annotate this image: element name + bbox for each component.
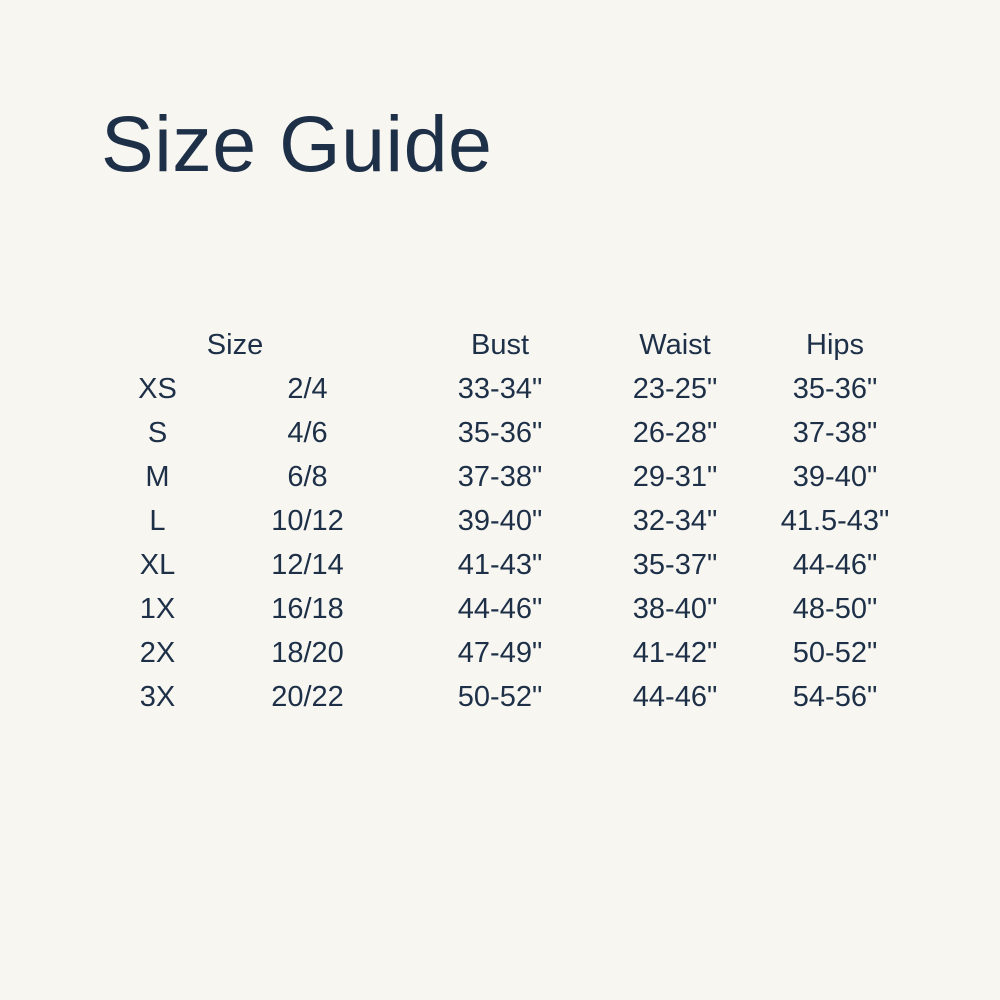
cell-size-label: 1X bbox=[139, 592, 176, 625]
cell-size-label: 2X bbox=[139, 636, 176, 669]
table-row bbox=[85, 587, 935, 631]
cell-bust: 37-38" bbox=[457, 460, 543, 493]
cell-bust: 33-34" bbox=[457, 372, 543, 405]
cell-waist: 23-25" bbox=[632, 372, 718, 405]
cell-size-label: 3X bbox=[139, 680, 176, 713]
cell-hips: 37-38" bbox=[792, 416, 878, 449]
table-row bbox=[85, 543, 935, 587]
table-row bbox=[85, 455, 935, 499]
cell-size-number: 2/4 bbox=[287, 372, 328, 405]
cell-size-label: XL bbox=[139, 548, 176, 581]
cell-hips: 39-40" bbox=[792, 460, 878, 493]
cell-size-label: M bbox=[145, 460, 170, 493]
cell-size-label: XS bbox=[138, 372, 177, 405]
cell-waist: 32-34" bbox=[632, 504, 718, 537]
column-header-waist: Waist bbox=[639, 328, 711, 361]
cell-waist: 38-40" bbox=[632, 592, 718, 625]
cell-waist: 44-46" bbox=[632, 680, 718, 713]
cell-bust: 47-49" bbox=[457, 636, 543, 669]
column-header-bust: Bust bbox=[471, 328, 530, 361]
table-row bbox=[85, 411, 935, 455]
cell-size-number: 18/20 bbox=[271, 636, 344, 669]
cell-bust: 35-36" bbox=[457, 416, 543, 449]
cell-waist: 35-37" bbox=[632, 548, 718, 581]
page-title: Size Guide bbox=[101, 99, 493, 188]
cell-size-number: 10/12 bbox=[271, 504, 344, 537]
table-row bbox=[85, 631, 935, 675]
cell-waist: 41-42" bbox=[632, 636, 718, 669]
cell-size-number: 4/6 bbox=[287, 416, 328, 449]
cell-size-number: 6/8 bbox=[287, 460, 328, 493]
size-guide-table bbox=[85, 323, 935, 719]
table-row bbox=[85, 675, 935, 719]
cell-hips: 54-56" bbox=[792, 680, 878, 713]
cell-size-number: 16/18 bbox=[271, 592, 344, 625]
cell-size-number: 20/22 bbox=[271, 680, 344, 713]
cell-hips: 48-50" bbox=[792, 592, 878, 625]
cell-bust: 44-46" bbox=[457, 592, 543, 625]
table-header-row bbox=[85, 323, 935, 367]
cell-size-number: 12/14 bbox=[271, 548, 344, 581]
table-row bbox=[85, 499, 935, 543]
cell-waist: 26-28" bbox=[632, 416, 718, 449]
cell-hips: 35-36" bbox=[792, 372, 878, 405]
cell-waist: 29-31" bbox=[632, 460, 718, 493]
column-header-hips: Hips bbox=[806, 328, 865, 361]
cell-hips: 41.5-43" bbox=[780, 504, 890, 537]
cell-bust: 39-40" bbox=[457, 504, 543, 537]
cell-hips: 44-46" bbox=[792, 548, 878, 581]
cell-size-label: L bbox=[149, 504, 166, 537]
cell-bust: 41-43" bbox=[457, 548, 543, 581]
table-row bbox=[85, 367, 935, 411]
cell-size-label: S bbox=[147, 416, 168, 449]
cell-bust: 50-52" bbox=[457, 680, 543, 713]
column-header-size: Size bbox=[206, 328, 264, 361]
cell-hips: 50-52" bbox=[792, 636, 878, 669]
